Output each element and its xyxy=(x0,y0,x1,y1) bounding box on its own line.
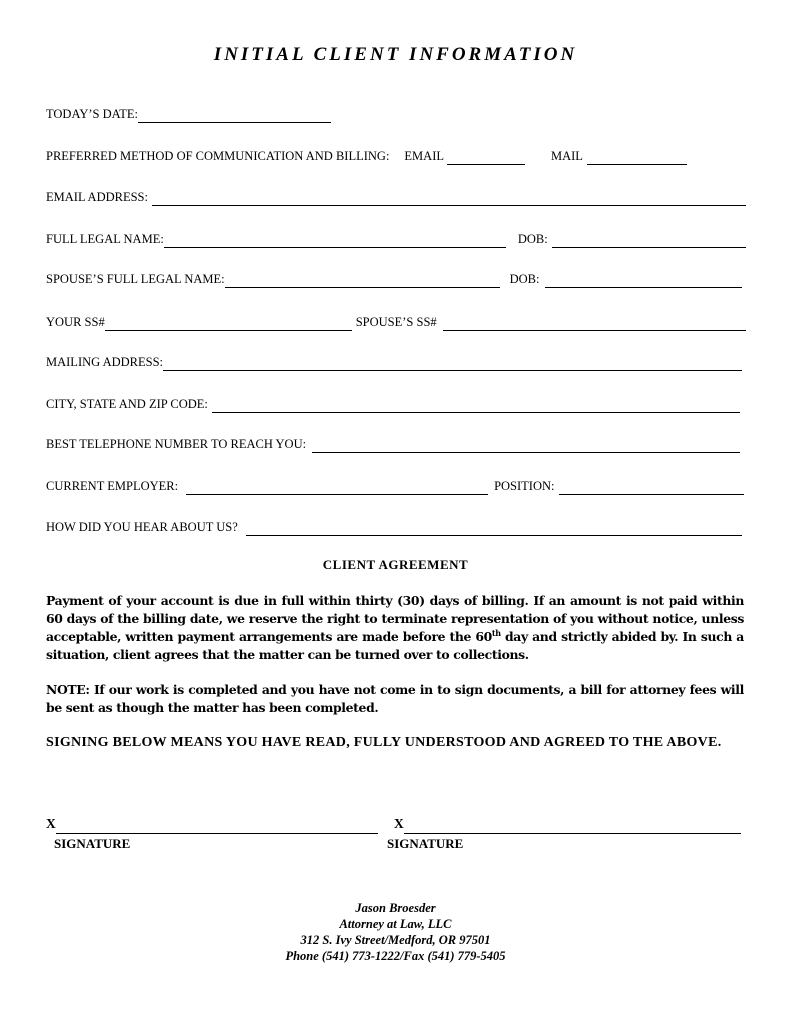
current-employer-field[interactable] xyxy=(186,480,488,495)
current-employer-row xyxy=(46,475,746,495)
payment-superscript: th xyxy=(491,627,501,638)
mailing-address-label: MAILING ADDRESS: xyxy=(46,355,164,369)
full-legal-name-field[interactable] xyxy=(164,233,506,248)
email-option-field[interactable] xyxy=(447,150,525,165)
payment-text-part2: day and strictly abided by. In such a situation, client agrees that the matter can be turned over to collections. xyxy=(46,629,744,662)
signature-block-spouse xyxy=(387,816,744,856)
your-ss-field[interactable] xyxy=(105,316,352,331)
note-paragraph: NOTE: If our work is completed and you have not come in to sign documents, a bill for attorney fees will be sent as though the matter has been completed. xyxy=(46,682,744,715)
form-title: INITIAL CLIENT INFORMATION xyxy=(213,44,578,65)
footer-address: 312 S. Ivy Street/Medford, OR 97501 xyxy=(300,933,491,947)
email-option-label: EMAIL xyxy=(404,149,444,163)
mailing-address-row xyxy=(46,351,746,371)
spouse-ss-field[interactable] xyxy=(443,316,746,331)
best-telephone-field[interactable] xyxy=(312,438,740,453)
footer-name: Jason Broesder xyxy=(355,901,436,915)
mail-option-label: MAIL xyxy=(551,149,583,163)
email-address-label: EMAIL ADDRESS: xyxy=(46,190,148,204)
full-legal-name-row xyxy=(46,228,746,248)
footer-phone: Phone (541) 773-1222/Fax (541) 779-5405 xyxy=(285,949,506,963)
todays-date-label: TODAY’S DATE: xyxy=(46,107,139,121)
preferred-method-row xyxy=(46,145,746,165)
signature-mark-spouse: X xyxy=(394,816,404,831)
signature-line-spouse[interactable] xyxy=(404,833,741,834)
signing-statement: SIGNING BELOW MEANS YOU HAVE READ, FULLY UNDERSTOOD AND AGREED TO THE ABOVE. xyxy=(46,735,722,750)
spouse-full-legal-name-field[interactable] xyxy=(225,273,500,288)
todays-date-field[interactable] xyxy=(138,108,331,123)
city-state-zip-label: CITY, STATE AND ZIP CODE: xyxy=(46,397,208,411)
payment-text-part1: Payment of your account is due in full within thirty (30) days of billing. If an amount is not paid within 60 days of the billing date, we reserve the right to terminate representation of you without notice, unless acceptable, written payment arrangements are made before the 60 xyxy=(46,593,744,644)
spouse-ss-label: SPOUSE’S SS# xyxy=(355,315,437,329)
signature-mark-client: X xyxy=(46,816,56,831)
how-did-you-hear-field[interactable] xyxy=(246,521,742,536)
mail-option-field[interactable] xyxy=(587,150,687,165)
how-did-you-hear-row xyxy=(46,516,746,536)
preferred-method-label: PREFERRED METHOD OF COMMUNICATION AND BILLING: xyxy=(46,149,390,163)
position-field[interactable] xyxy=(559,480,745,495)
footer-contact xyxy=(0,900,791,964)
spouse-dob-label: DOB: xyxy=(509,272,540,286)
spouse-dob-field[interactable] xyxy=(545,273,742,288)
full-legal-name-label: FULL LEGAL NAME: xyxy=(46,232,164,246)
payment-paragraph xyxy=(46,592,744,664)
spouse-full-legal-name-row xyxy=(46,268,746,288)
ss-row xyxy=(46,311,746,331)
signature-line-client[interactable] xyxy=(56,833,378,834)
footer-firm: Attorney at Law, LLC xyxy=(339,917,452,931)
best-telephone-label: BEST TELEPHONE NUMBER TO REACH YOU: xyxy=(46,437,307,451)
dob-field[interactable] xyxy=(552,233,746,248)
position-label: POSITION: xyxy=(494,479,555,493)
city-state-zip-row xyxy=(46,393,746,413)
best-telephone-row xyxy=(46,433,746,453)
spouse-full-legal-name-label: SPOUSE’S FULL LEGAL NAME: xyxy=(46,272,225,286)
email-address-field[interactable] xyxy=(152,191,746,206)
signature-block-client xyxy=(46,816,386,856)
current-employer-label: CURRENT EMPLOYER: xyxy=(46,479,179,493)
city-state-zip-field[interactable] xyxy=(212,398,740,413)
signature-label-spouse: SIGNATURE xyxy=(387,836,464,851)
how-did-you-hear-label: HOW DID YOU HEAR ABOUT US? xyxy=(46,520,238,534)
mailing-address-field[interactable] xyxy=(163,356,742,371)
signature-label-client: SIGNATURE xyxy=(54,836,131,851)
client-agreement-heading: CLIENT AGREEMENT xyxy=(322,557,469,572)
email-address-row xyxy=(46,186,746,206)
todays-date-row xyxy=(46,103,746,123)
dob-label: DOB: xyxy=(517,232,548,246)
your-ss-label: YOUR SS# xyxy=(46,315,105,329)
